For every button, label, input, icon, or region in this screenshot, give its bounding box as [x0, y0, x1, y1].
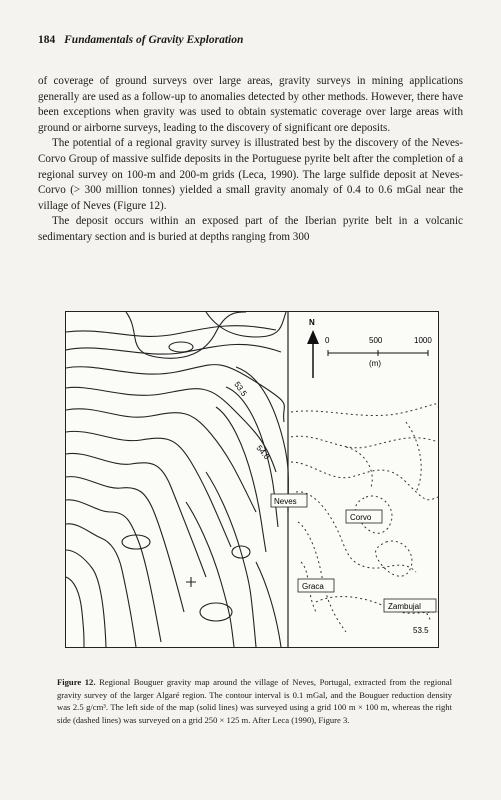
paragraph-1: of coverage of ground surveys over large areas, gravity surveys in mining applications generally are used as a follow-up to anomalies detected by other methods. However, there have been exceptions when gravity was used to obtain systematic coverage over large areas with ground or airborne surveys, leading to the discovery of significant ore deposits. [38, 75, 463, 134]
label-neves: Neves [274, 497, 297, 506]
contour-label-2: 54.0 [254, 443, 272, 462]
label-zambujal: Zambujal [388, 602, 421, 611]
paragraph-2: The potential of a regional gravity survey is illustrated best by the discovery of the Neves-Corvo Group of massive sulfide deposits in the Portuguese pyrite belt after the completion of a regional survey on 100-m and 200-m grids (Leca, 1990). The large sulfide deposit at Neves-Corvo (> 300 million tonnes) yielded a small gravity anomaly of 0.4 to 0.6 mGal near the village of Neves (Figure 12). [38, 137, 463, 212]
contour-labels [232, 380, 429, 635]
scale-tick-1000: 1000 [414, 336, 432, 345]
contour-label-3: 53.5 [413, 626, 429, 635]
gravity-map [66, 312, 438, 647]
scale-unit: (m) [369, 359, 381, 368]
caption-label: Figure 12. [57, 677, 96, 687]
north-arrow [307, 318, 319, 378]
solid-contours [66, 312, 288, 647]
body-text [38, 74, 463, 246]
north-label: N [309, 318, 315, 327]
label-graca: Graca [302, 582, 324, 591]
place-labels [271, 494, 436, 612]
running-title: Fundamentals of Gravity Exploration [64, 34, 244, 46]
scale-bar [325, 336, 432, 368]
caption-text: Regional Bouguer gravity map around the village of Neves, Portugal, extracted from the regional gravity survey of the larger Algaré region. The contour interval is 0.1 mGal, and the Bouguer reduction density was 2.5 g/cm³. The left side of the map (solid lines) was surveyed using a grid 100 m × 100 m, whereas the right side (dashed lines) was surveyed on a grid 250 × 125 m. After Leca (1990), Figure 3. [57, 677, 452, 725]
page-number: 184 [38, 34, 56, 46]
paragraph-3: The deposit occurs within an exposed part of the Iberian pyrite belt in a volcanic sedimentary section and is buried at depths ranging from 300 [38, 215, 463, 243]
figure-caption [57, 676, 452, 726]
page-header [38, 34, 468, 46]
scale-tick-500: 500 [369, 336, 383, 345]
scale-tick-0: 0 [325, 336, 330, 345]
gravity-map-figure [65, 311, 439, 648]
label-corvo: Corvo [350, 513, 372, 522]
contour-label-1: 53.5 [232, 379, 249, 398]
